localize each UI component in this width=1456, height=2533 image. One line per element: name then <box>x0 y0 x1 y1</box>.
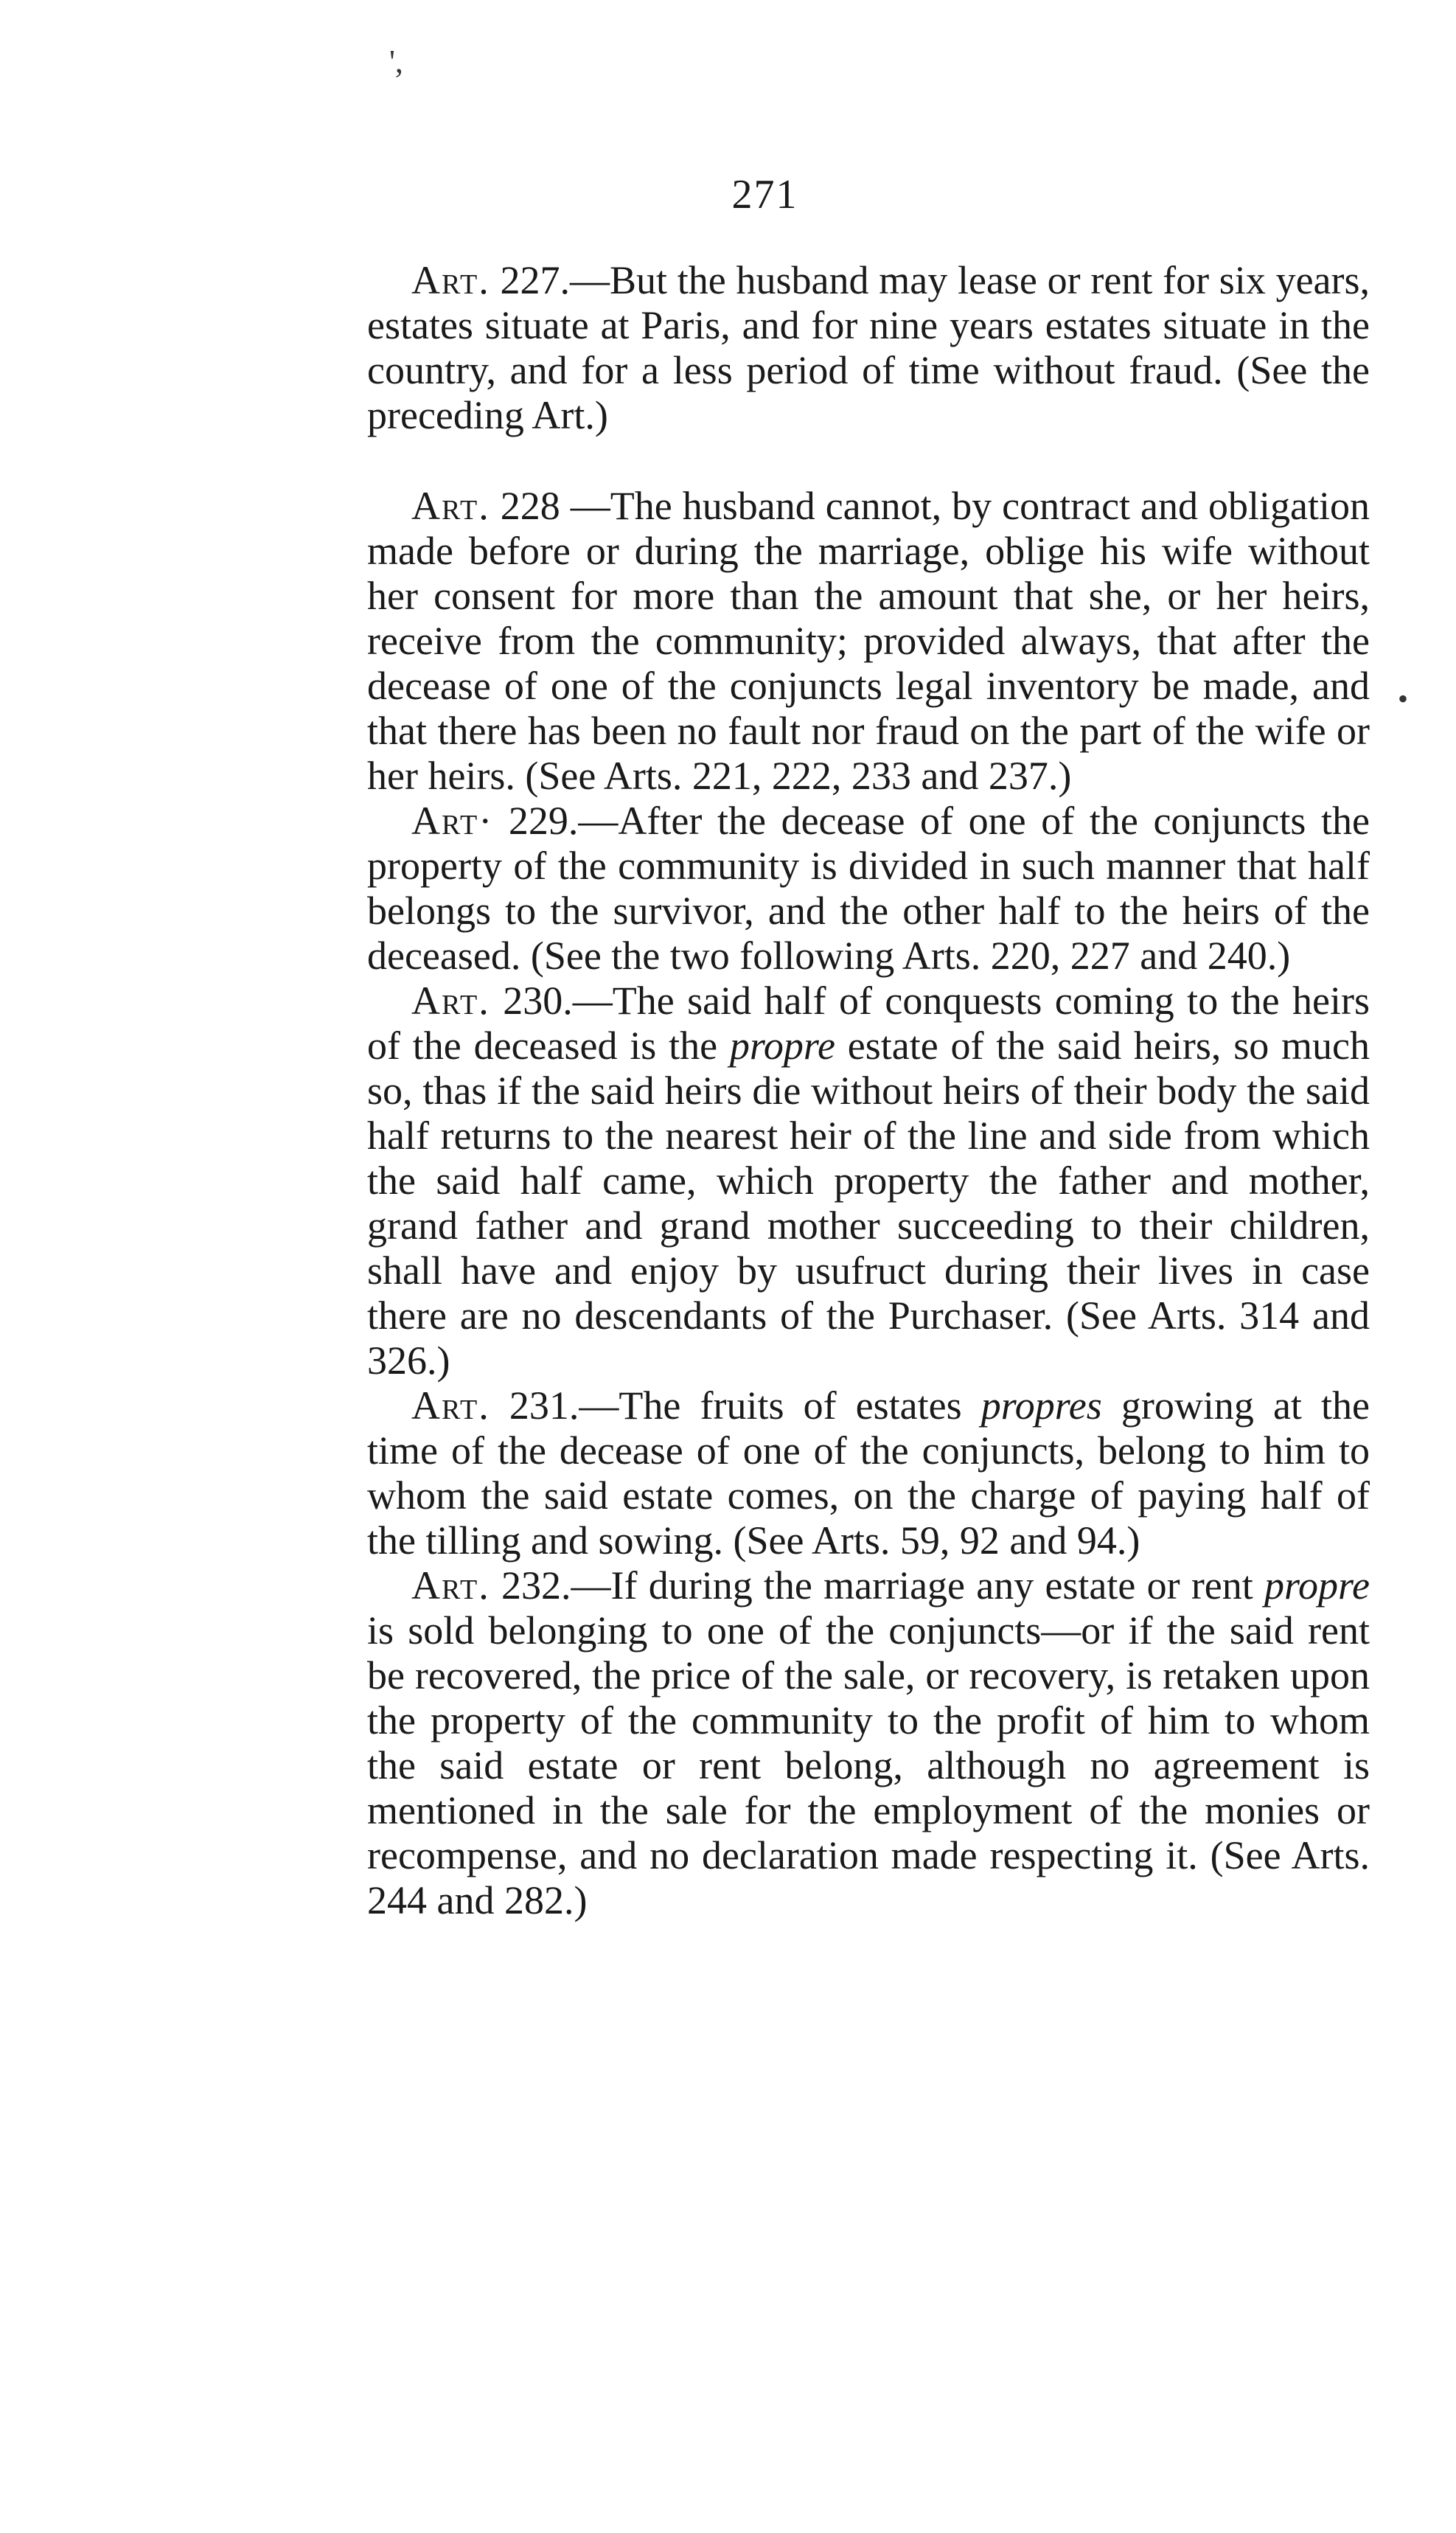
article-231 <box>367 1383 1370 1563</box>
article-label: Art. <box>411 484 490 528</box>
article-text: —But the husband may lease or rent for six years, estates situate at Paris, and for nine years estates situate in the country, and for a less period of time without fraud. (See the preceding Art.) <box>367 258 1370 437</box>
article-text: —After the decease of one of the conjuncts the property of the community is divided in such manner that half belongs to the survivor, and the other half to the heirs of the deceased. (See the two following Arts. 220, 227 and 240.) <box>367 799 1370 978</box>
article-label: Art. <box>411 1383 490 1428</box>
article-text: estate of the said heirs, so much so, thas if the said heirs die without heirs of their body the said half returns to the nearest heir of the line and side from which the said half came, which property the father and mother, grand father and grand mother succeeding to their children, shall have and enjoy by usufruct during their lives in case there are no descendants of the Purchaser. (See Arts. 314 and 326.) <box>367 1024 1370 1383</box>
article-italic-term: propre <box>729 1024 835 1068</box>
article-text: —The husband cannot, by contract and obligation made before or during the marriage, oblige his wife without her consent for more than the amount that she, or her heirs, receive from the community; provided always, that after the decease of one of the conjuncts legal inventory be made, and that there has been no fault nor fraud on the part of the wife or her heirs. (See Arts. 221, 222, 233 and 237.) <box>367 484 1370 798</box>
article-label: Art. <box>411 979 490 1023</box>
text-column <box>367 258 1370 1923</box>
article-italic-term: propre <box>1264 1563 1370 1608</box>
article-text: —If during the marriage any estate or rent <box>571 1563 1264 1608</box>
article-text: —The fruits of estates <box>579 1383 981 1428</box>
article-text: growing at the time of the decease of one of the conjuncts, belong to him to whom the said estate comes, on the charge of paying half of the tilling and sowing. (See Arts. 59, 92 and 94.) <box>367 1383 1370 1563</box>
article-italic-term: propres <box>980 1383 1102 1428</box>
article-number: 227. <box>500 258 571 302</box>
article-label: Art. <box>411 1563 490 1608</box>
page-number: 271 <box>731 172 798 218</box>
article-text: is sold belonging to one of the conjuncts—or if the said rent be recovered, the price of the sale, or recovery, is retaken upon the property of the community to the profit of him to whom the said estate or rent belong, although no agreement is mentioned in the sale for the employment of the monies or recompense, and no declaration made respecting it. (See Arts. 244 and 282.) <box>367 1608 1370 1922</box>
article-232 <box>367 1563 1370 1923</box>
article-label: Art· <box>411 799 494 843</box>
article-label: Art. <box>411 258 490 302</box>
article-number: 229. <box>508 799 579 843</box>
article-230 <box>367 979 1370 1383</box>
margin-dot: • <box>1398 682 1409 715</box>
article-227 <box>367 258 1370 438</box>
stray-ink-mark: ', <box>389 44 403 80</box>
article-number: 232. <box>501 1563 571 1608</box>
article-229 <box>367 799 1370 979</box>
article-number: 228 <box>500 484 560 528</box>
article-number: 230. <box>503 979 573 1023</box>
article-text: —The said half of conquests coming to the heirs of the deceased is the <box>367 979 1370 1068</box>
article-number: 231. <box>509 1383 579 1428</box>
article-228 <box>367 484 1370 799</box>
